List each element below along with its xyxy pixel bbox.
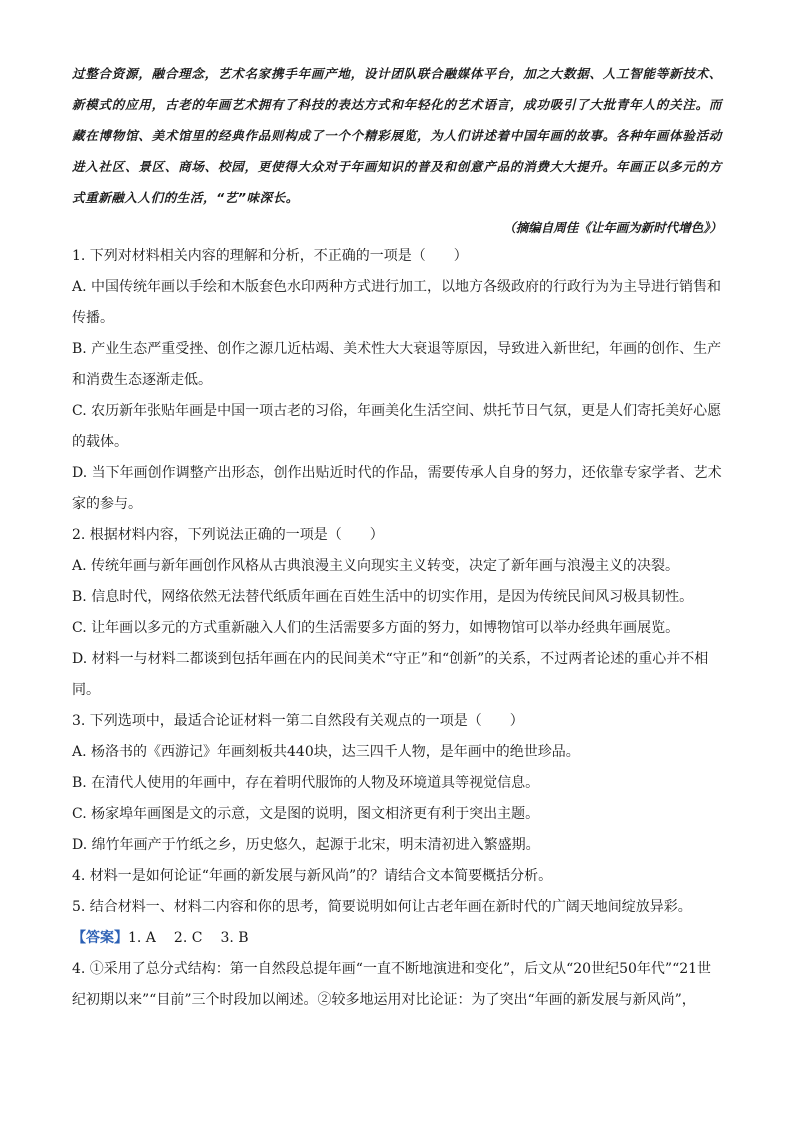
- question-stem: 2. 根据材料内容，下列说法正确的一项是（ ）: [72, 527, 384, 543]
- option-c: C. 农历新年张贴年画是中国一项古老的习俗，年画美化生活空间、烘托节日气氛，更是人们寄托美好心愿的载体。: [72, 403, 722, 450]
- option-d: D. 当下年画创作调整产出形态，创作出贴近时代的作品，需要传承人自身的努力，还依靠专家学者、艺术家的参与。: [72, 465, 722, 512]
- question-1: [72, 241, 722, 520]
- option-a: A. 传统年画与新年画创作风格从古典浪漫主义向现实主义转变，决定了新年画与浪漫主义的决裂。: [72, 558, 680, 574]
- question-stem: 3. 下列选项中，最适合论证材料一第二自然段有关观点的一项是（ ）: [72, 713, 524, 729]
- passage-text: 过整合资源，融合理念，艺术名家携手年画产地，设计团队联合融媒体平台，加之大数据、人工智能等新技术、新模式的应用，古老的年画艺术拥有了科技的表达方式和年轻化的艺术语言，成功吸引了大批青年人的关注。而藏在博物馆、美术馆里的经典作品则构成了一个个精彩展览，为人们讲述着中国年画的故事。各种年画体验活动进入社区、景区、商场、校园，更使得大众对于年画知识的普及和创意产品的消费大大提升。年画正以多元的方式重新融入人们的生活，“艺”味深长。: [72, 66, 722, 205]
- answer-3: 3. B: [220, 930, 249, 946]
- question-4: 4. 材料一是如何论证“年画的新发展与新风尚”的？请结合文本简要概括分析。: [72, 868, 553, 884]
- answer-tag: 【答案】: [72, 930, 128, 946]
- answer-2: 2. C: [173, 930, 203, 946]
- option-a: A. 中国传统年画以手绘和木版套色水印两种方式进行加工，以地方各级政府的行政行为为主导进行销售和传播。: [72, 279, 722, 326]
- option-c: C. 杨家埠年画图是文的示意，文是图的说明，图文相济更有利于突出主题。: [72, 806, 540, 822]
- option-b: B. 在清代人使用的年画中，存在着明代服饰的人物及环境道具等视觉信息。: [72, 775, 540, 791]
- answer-explanation: 4. ①采用了总分式结构：第一自然段总提年画“一直不断地演进和变化”，后文从“20世纪50年代”“21世纪初期以来”“目前”三个时段加以阐述。②较多地运用对比论证：为了突出“年画的新发展与新风尚”，: [72, 961, 712, 1008]
- option-a: A. 杨洛书的《西游记》年画刻板共440块，达三四千人物，是年画中的绝世珍品。: [72, 744, 580, 760]
- passage-source: （摘编自周佳《让年画为新时代增色》）: [503, 220, 722, 235]
- option-c: C. 让年画以多元的方式重新融入人们的生活需要多方面的努力，如博物馆可以举办经典年画展览。: [72, 620, 680, 636]
- question-2: [72, 520, 722, 706]
- document-page: [72, 58, 722, 1016]
- option-b: B. 产业生态严重受挫、创作之源几近枯竭、美术性大大衰退等原因，导致进入新世纪，年画的创作、生产和消费生态逐渐走低。: [72, 341, 722, 388]
- question-5: 5. 结合材料一、材料二内容和你的思考，简要说明如何让古老年画在新时代的广阔天地间绽放异彩。: [72, 899, 692, 915]
- option-b: B. 信息时代，网络依然无法替代纸质年画在百姓生活中的切实作用，是因为传统民间风习极具韧性。: [72, 589, 694, 605]
- answer-line: [72, 923, 722, 954]
- question-3: [72, 706, 722, 861]
- question-stem: 1. 下列对材料相关内容的理解和分析，不正确的一项是（ ）: [72, 248, 468, 264]
- option-d: D. 绵竹年画产于竹纸之乡，历史悠久，起源于北宋，明末清初进入繁盛期。: [72, 837, 540, 853]
- answer-1: 1. A: [128, 930, 156, 946]
- option-d: D. 材料一与材料二都谈到包括年画在内的民间美术“守正”和“创新”的关系，不过两者论述的重心并不相同。: [72, 651, 709, 698]
